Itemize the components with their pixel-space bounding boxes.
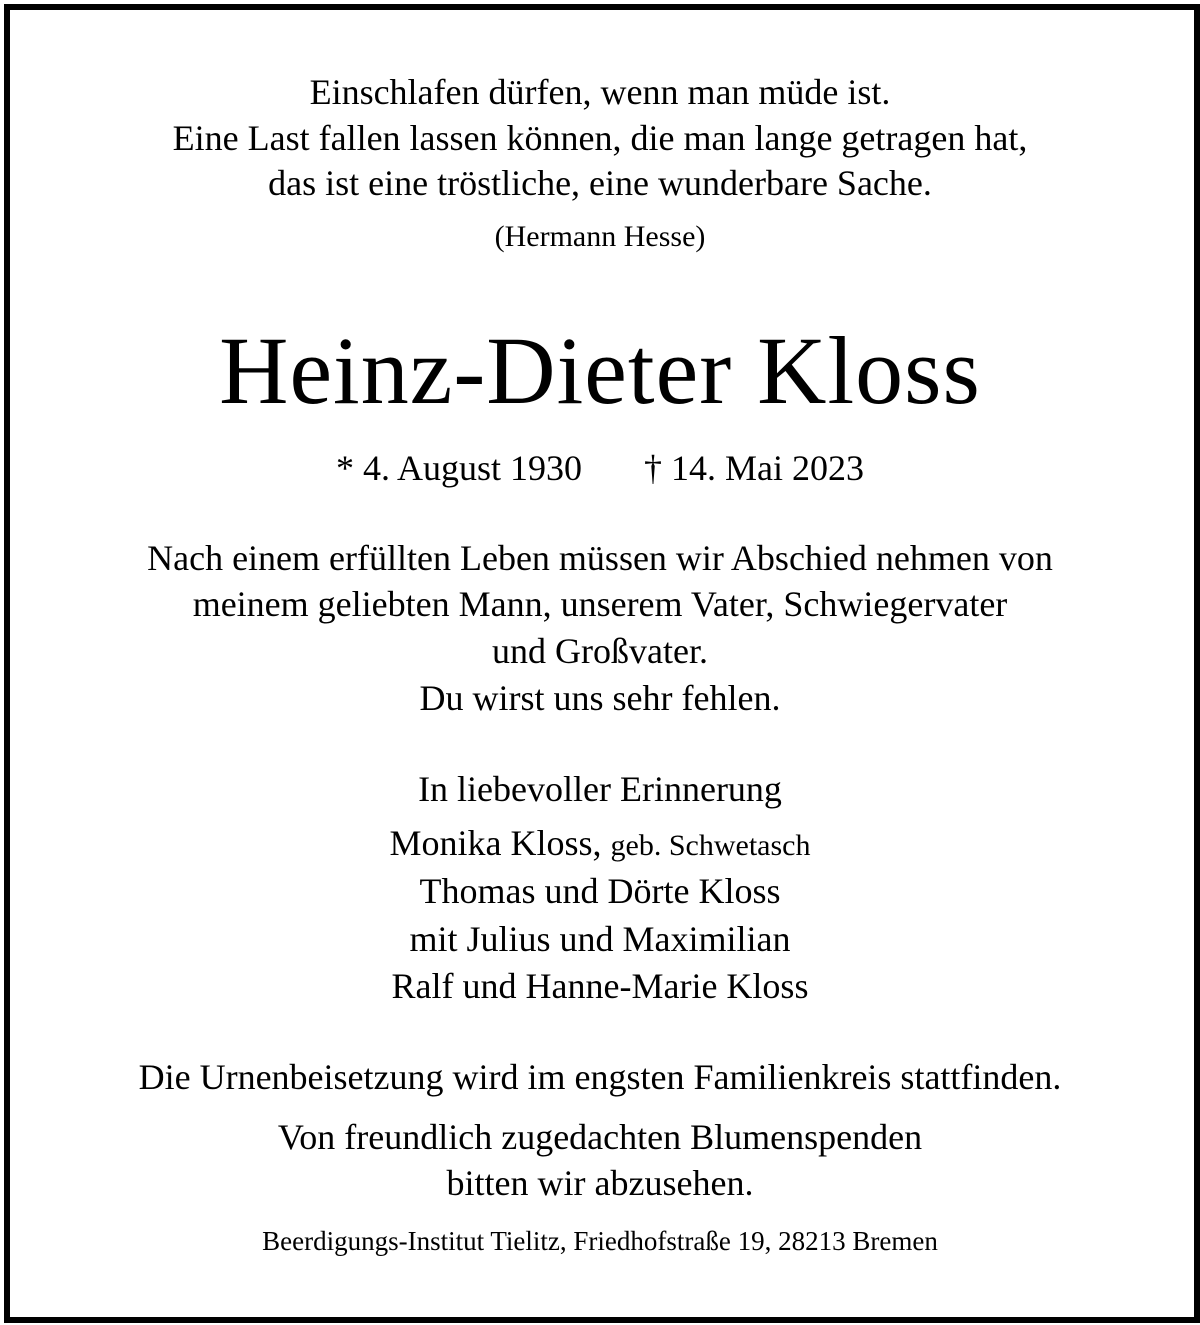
death-date: † 14. Mai 2023 [644,448,865,488]
message-line: und Großvater. [492,631,708,671]
mourner-line [0,825,1200,861]
mourner-line: Ralf und Hanne-Marie Kloss [391,966,809,1006]
mourners-intro: In liebevoller Erinnerung [418,769,782,809]
quote-author: (Hermann Hesse) [494,220,706,253]
quote-line: Eine Last fallen lassen können, die man lange getragen hat, [172,118,1028,158]
notice-line: Von freundlich zugedachten Blumenspenden [277,1117,923,1157]
mourner-line: mit Julius und Maximilian [409,919,791,959]
quote-line: das ist eine tröstliche, eine wunderbare Sache. [268,163,932,203]
message-line: Nach einem erfüllten Leben müssen wir Abschied nehmen von [147,538,1053,578]
mourner-name: Monika Kloss, [389,823,602,863]
mourner-line: Thomas und Dörte Kloss [419,871,781,911]
message-line: Du wirst uns sehr fehlen. [419,678,781,718]
message-line: meinem geliebten Mann, unserem Vater, Schwiegervater [192,584,1008,624]
undertaker-info: Beerdigungs-Institut Tielitz, Friedhofstraße 19, 28213 Bremen [262,1226,938,1256]
notice-line: bitten wir abzusehen. [446,1163,754,1203]
notice-line: Die Urnenbeisetzung wird im engsten Familienkreis stattfinden. [138,1057,1062,1097]
birth-date: * 4. August 1930 [335,448,583,488]
maiden-name-note: geb. Schwetasch [610,829,811,862]
life-dates [0,450,1200,486]
quote-line: Einschlafen dürfen, wenn man müde ist. [309,72,891,112]
deceased-name: Heinz-Dieter Kloss [219,317,981,424]
